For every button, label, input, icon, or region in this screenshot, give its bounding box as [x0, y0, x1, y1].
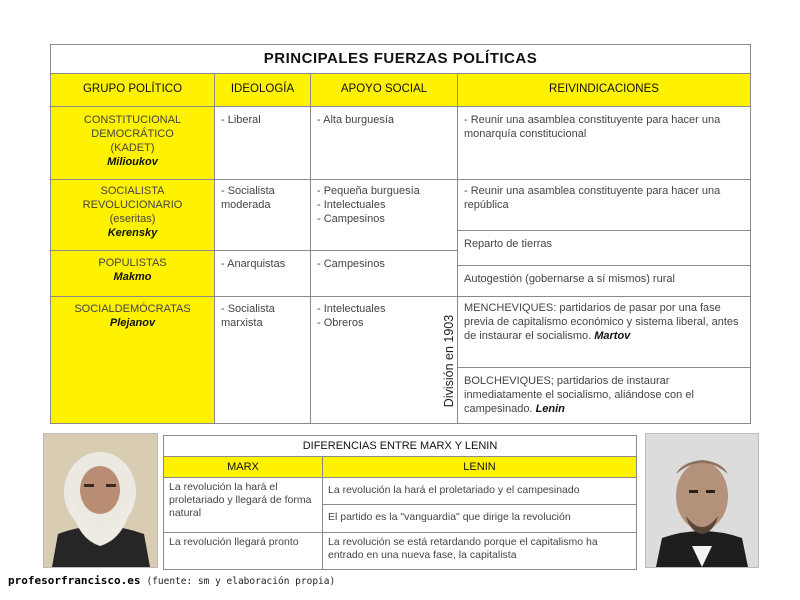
claims-reparto-tierras: Reparto de tierras	[457, 230, 751, 266]
group-kadet: CONSTITUCIONAL DEMOCRÁTICO (KADET) Milioukov	[50, 106, 215, 180]
main-table-title: PRINCIPALES FUERZAS POLÍTICAS	[50, 44, 751, 74]
claims-populistas: Autogestión (gobernarse a sí mismos) rural	[457, 265, 751, 297]
footer-site: profesorfrancisco.es	[8, 574, 141, 587]
diff-header-marx: MARX	[163, 456, 323, 478]
claims-eseritas: - Reunir una asamblea constituyente para hacer una república	[457, 179, 751, 231]
group-socialdemocratas: SOCIALDEMÓCRATAS Plejanov	[50, 296, 215, 424]
lenin-portrait-drawing	[646, 434, 758, 567]
leader-eseritas: Kerensky	[107, 227, 158, 239]
marx-portrait-drawing	[44, 434, 157, 567]
leader-populistas: Makmo	[113, 271, 152, 283]
footer-source: (fuente: sm y elaboración propia)	[146, 576, 336, 587]
marx-portrait	[43, 433, 158, 568]
ideology-populistas: - Anarquistas	[214, 250, 311, 297]
group-eseritas: SOCIALISTA REVOLUCIONARIO (eseritas) Kerensky	[50, 179, 215, 251]
leader-socialdemocratas: Plejanov	[109, 317, 156, 329]
support-socialdemocratas: - Intelectuales - Obreros	[310, 296, 458, 424]
leader-kadet: Milioukov	[107, 156, 158, 168]
bolcheviques-text: BOLCHEVIQUES; partidarios de instaurar inmediatamente el socialismo, aliándose con el campesinado.	[464, 375, 694, 415]
ideology-socialdemocratas: - Socialista marxista	[214, 296, 311, 424]
header-ideologia: IDEOLOGÍA	[214, 73, 311, 107]
footer	[8, 574, 335, 587]
mencheviques-leader: Martov	[594, 330, 631, 342]
ideology-eseritas: - Socialista moderada	[214, 179, 311, 251]
bolcheviques-leader: Lenin	[535, 403, 565, 415]
diff-table-title: DIFERENCIAS ENTRE MARX Y LENIN	[163, 435, 637, 457]
lenin-portrait	[645, 433, 759, 568]
marx-point-1: La revolución la hará el proletariado y llegará de forma natural	[163, 477, 323, 533]
mencheviques-text: MENCHEVIQUES: partidarios de pasar por una fase previa de capitalismo económico y sistema liberal, antes de instaurar el socialismo.	[464, 302, 739, 342]
bolcheviques-cell	[457, 367, 751, 424]
ideology-kadet: - Liberal	[214, 106, 311, 180]
mencheviques-cell	[457, 296, 751, 368]
group-populistas: POPULISTAS Makmo	[50, 250, 215, 297]
support-populistas: - Campesinos	[310, 250, 458, 297]
lenin-point-1b: El partido es la "vanguardia" que dirige la revolución	[322, 504, 637, 533]
claims-kadet: - Reunir una asamblea constituyente para hacer una monarquía constitucional	[457, 106, 751, 180]
header-grupo: GRUPO POLÍTICO	[50, 73, 215, 107]
diff-header-lenin: LENIN	[322, 456, 637, 478]
support-eseritas: - Pequeña burguesía - Intelectuales - Campesinos	[310, 179, 458, 251]
lenin-point-2: La revolución se está retardando porque el capitalismo ha entrado en una nueva fase, la capitalista	[322, 532, 637, 570]
header-reivindicaciones: REIVINDICACIONES	[457, 73, 751, 107]
header-apoyo: APOYO SOCIAL	[310, 73, 458, 107]
support-kadet: - Alta burguesía	[310, 106, 458, 180]
split-label: División en 1903	[442, 314, 456, 408]
lenin-point-1a: La revolución la hará el proletariado y el campesinado	[322, 477, 637, 505]
marx-point-2: La revolución llegará pronto	[163, 532, 323, 570]
